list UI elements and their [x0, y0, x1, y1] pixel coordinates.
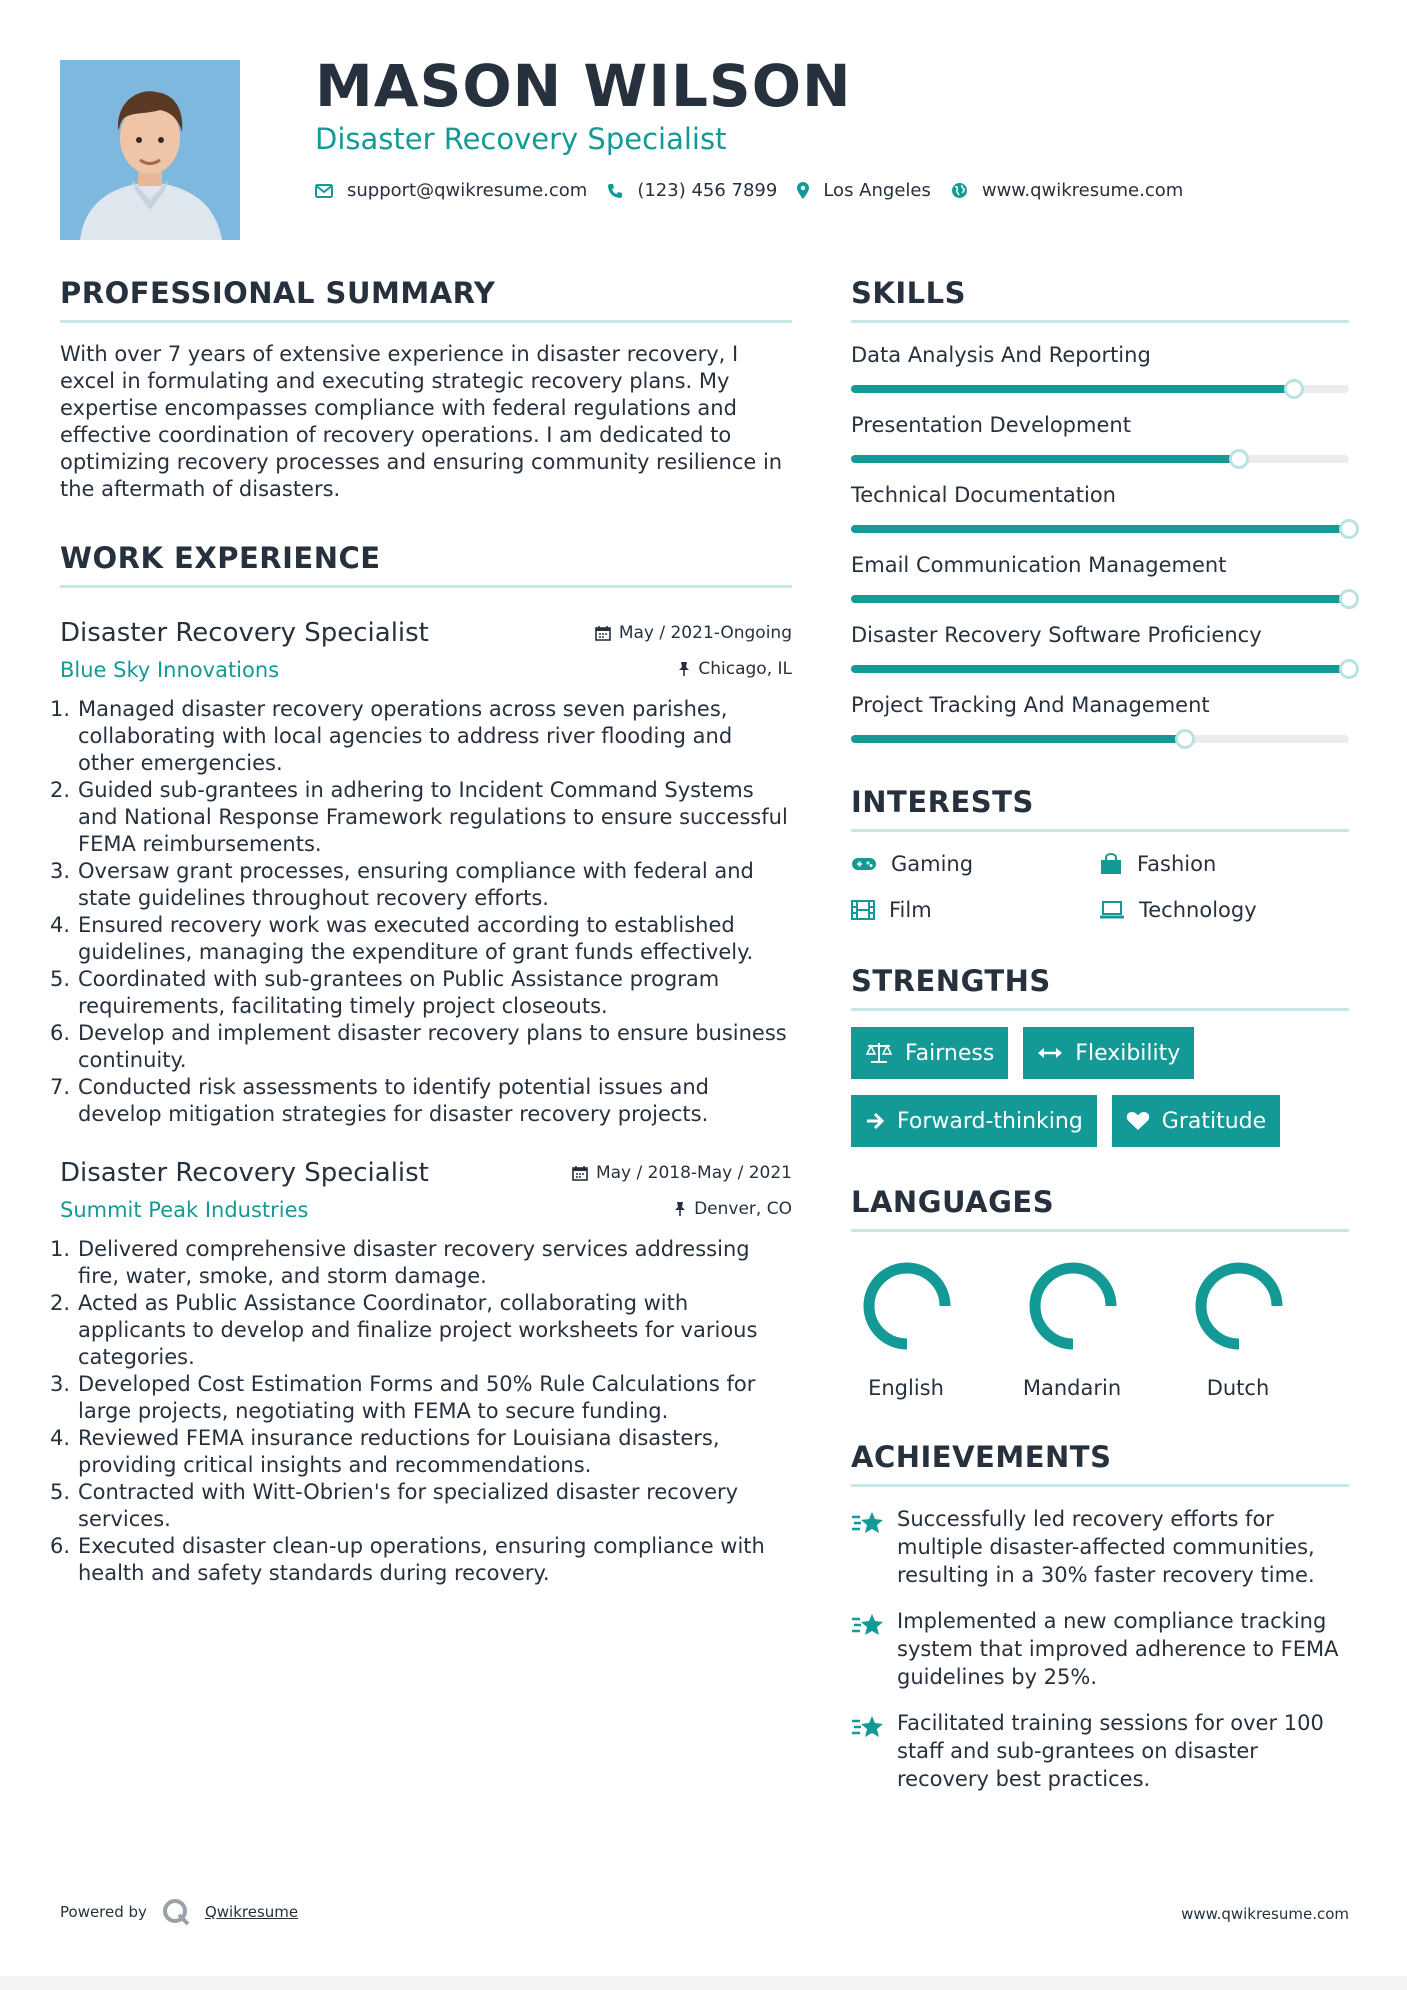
list-item: 6. Executed disaster clean-up operations, ensuring compliance with health and safety standards during recovery.	[50, 1534, 765, 1585]
list-item: 6. Develop and implement disaster recovery plans to ensure business continuity.	[50, 1021, 787, 1072]
job-date	[595, 623, 792, 643]
skill-name: Disaster Recovery Software Proficiency	[851, 623, 1262, 647]
skill-fill	[851, 385, 1294, 393]
skill-item	[851, 623, 1349, 673]
shooting-star-icon	[851, 1509, 885, 1537]
achievement-item	[851, 1709, 1349, 1793]
shooting-star-icon	[851, 1713, 885, 1741]
skill-name: Project Tracking And Management	[851, 693, 1210, 717]
achievements-heading: ACHIEVEMENTS	[851, 1440, 1349, 1487]
list-item: 5. Contracted with Witt-Obrien's for specialized disaster recovery services.	[50, 1480, 739, 1531]
list-item: 3. Developed Cost Estimation Forms and 50% Rule Calculations for large projects, negotiating with FEMA to secure funding.	[50, 1372, 756, 1423]
skill-item	[851, 343, 1349, 393]
list-item: 1. Delivered comprehensive disaster recovery services addressing fire, water, smoke, and storm damage.	[50, 1237, 750, 1288]
job-company: Summit Peak Industries	[60, 1198, 309, 1222]
language-ring	[1189, 1256, 1289, 1356]
laptop-icon	[1099, 901, 1125, 919]
job-bullets	[50, 696, 792, 1128]
interest-label: Technology	[1139, 898, 1257, 922]
location-text: Los Angeles	[823, 180, 931, 201]
job-title: Disaster Recovery Specialist	[60, 1158, 429, 1188]
balance-scale-icon	[865, 1042, 893, 1064]
skill-name: Data Analysis And Reporting	[851, 343, 1151, 367]
achievement-item	[851, 1505, 1349, 1589]
skill-knob	[1339, 659, 1359, 679]
interest-label: Fashion	[1137, 852, 1217, 876]
skill-bar	[851, 455, 1349, 463]
skill-fill	[851, 525, 1349, 533]
skill-bar	[851, 385, 1349, 393]
job-date-text: May / 2018-May / 2021	[595, 1163, 792, 1183]
job-date	[572, 1163, 792, 1183]
profile-photo	[60, 60, 240, 240]
job-date-text: May / 2021-Ongoing	[618, 623, 792, 643]
list-item: 4. Reviewed FEMA insurance reductions for Louisiana disasters, providing critical insights and recommendations.	[50, 1426, 720, 1477]
language-ring-arc	[1201, 1268, 1277, 1344]
language-item	[1183, 1256, 1349, 1400]
list-item: 4. Ensured recovery work was executed according to established guidelines, managing the expenditure of grant funds effectively.	[50, 913, 754, 964]
candidate-name: MASON WILSON	[315, 52, 852, 120]
skill-item	[851, 413, 1349, 463]
contact-email[interactable]	[315, 180, 587, 201]
language-name: Mandarin	[1022, 1376, 1122, 1400]
skill-item	[851, 693, 1349, 743]
skills-heading: SKILLS	[851, 276, 1349, 323]
pushpin-icon	[674, 1201, 686, 1217]
skill-name: Technical Documentation	[851, 483, 1116, 507]
skill-knob	[1339, 589, 1359, 609]
footer-website[interactable]: www.qwikresume.com	[1181, 1905, 1349, 1923]
skill-fill	[851, 455, 1239, 463]
skill-knob	[1339, 519, 1359, 539]
job-location-text: Chicago, IL	[698, 659, 792, 679]
interest-label: Gaming	[891, 852, 974, 876]
job-location-text: Denver, CO	[694, 1199, 792, 1219]
website-text: www.qwikresume.com	[981, 180, 1184, 201]
contact-location	[797, 180, 931, 201]
list-item: 1. Managed disaster recovery operations across seven parishes, collaborating with local agencies to address river flooding and other emergencies.	[50, 697, 733, 775]
shopping-bag-icon	[1099, 853, 1123, 875]
job-location	[674, 1199, 792, 1219]
achievement-text: Successfully led recovery efforts for multiple disaster-affected communities, resulting in a 30% faster recovery time.	[897, 1507, 1315, 1587]
interest-item	[851, 898, 1099, 922]
contact-bar	[315, 180, 1203, 201]
summary-text: With over 7 years of extensive experience in disaster recovery, I excel in formulating and executing strategic recovery plans. My expertise encompasses compliance with federal regulations and effective coordination of recovery operations. I am dedicated to optimizing recovery processes and ensuring community resilience in the aftermath of disasters.	[60, 342, 783, 501]
skill-item	[851, 483, 1349, 533]
interest-item	[1099, 852, 1347, 876]
skill-bar	[851, 665, 1349, 673]
contact-website[interactable]	[951, 180, 1183, 201]
qwikresume-logo-icon	[161, 1897, 191, 1927]
strengths-heading: STRENGTHS	[851, 964, 1349, 1011]
candidate-role: Disaster Recovery Specialist	[315, 122, 727, 156]
qwikresume-link[interactable]: Qwikresume	[204, 1903, 299, 1921]
job-title: Disaster Recovery Specialist	[60, 618, 429, 648]
gamepad-icon	[851, 856, 877, 872]
job-bullets	[50, 1236, 792, 1587]
language-name: English	[868, 1376, 944, 1400]
interests-list	[851, 852, 1349, 922]
right-column	[851, 276, 1349, 1793]
achievement-text: Implemented a new compliance tracking system that improved adherence to FEMA guidelines by 25%.	[897, 1609, 1339, 1689]
language-item	[1017, 1256, 1183, 1400]
footer-powered-by	[60, 1897, 298, 1927]
strength-tag	[1023, 1027, 1194, 1079]
strength-label: Forward-thinking	[897, 1108, 1083, 1134]
shooting-star-icon	[851, 1611, 885, 1639]
achievement-item	[851, 1607, 1349, 1691]
skill-fill	[851, 735, 1185, 743]
page-bottom-bar	[0, 1976, 1407, 1990]
strength-label: Gratitude	[1161, 1108, 1267, 1134]
job-entry	[50, 618, 792, 1128]
list-item: 5. Coordinated with sub-grantees on Public Assistance program requirements, facilitating timely project closeouts.	[50, 967, 720, 1018]
phone-icon	[607, 183, 623, 199]
interest-label: Film	[889, 898, 932, 922]
strength-tag	[1112, 1095, 1280, 1147]
language-ring-arc	[869, 1268, 945, 1344]
phone-text: (123) 456 7899	[637, 180, 778, 201]
strength-label: Flexibility	[1075, 1040, 1181, 1066]
language-ring	[857, 1256, 957, 1356]
skill-bar	[851, 525, 1349, 533]
list-item: 3. Oversaw grant processes, ensuring compliance with federal and state guidelines throughout recovery efforts.	[50, 859, 754, 910]
interest-item	[851, 852, 1099, 876]
languages-heading: LANGUAGES	[851, 1185, 1349, 1232]
skill-bar	[851, 595, 1349, 603]
powered-by-text: Powered by	[60, 1903, 147, 1921]
job-entry	[50, 1158, 792, 1587]
strength-tag	[851, 1027, 1008, 1079]
language-item	[851, 1256, 1017, 1400]
strengths-list	[851, 1027, 1349, 1163]
summary-heading: PROFESSIONAL SUMMARY	[60, 276, 792, 323]
heart-icon	[1126, 1111, 1150, 1131]
list-item: 2. Acted as Public Assistance Coordinator, collaborating with applicants to develop and finalize project worksheets for various categories.	[50, 1291, 758, 1369]
envelope-icon	[315, 184, 333, 198]
skill-name: Presentation Development	[851, 413, 1131, 437]
skill-knob	[1284, 379, 1304, 399]
achievement-text: Facilitated training sessions for over 100 staff and sub-grantees on disaster recovery best practices.	[897, 1711, 1324, 1791]
language-name: Dutch	[1206, 1376, 1270, 1400]
language-ring-arc	[1035, 1268, 1111, 1344]
calendar-icon	[572, 1165, 588, 1181]
skill-knob	[1175, 729, 1195, 749]
strength-label: Fairness	[905, 1040, 995, 1066]
skill-knob	[1229, 449, 1249, 469]
job-company: Blue Sky Innovations	[60, 658, 280, 682]
globe-icon	[951, 182, 968, 199]
skill-fill	[851, 595, 1349, 603]
film-icon	[851, 900, 875, 920]
skill-item	[851, 553, 1349, 603]
interest-item	[1099, 898, 1347, 922]
interests-heading: INTERESTS	[851, 785, 1349, 832]
skill-name: Email Communication Management	[851, 553, 1227, 577]
skill-fill	[851, 665, 1349, 673]
contact-phone[interactable]	[607, 180, 777, 201]
job-location	[678, 659, 792, 679]
pushpin-icon	[678, 661, 690, 677]
calendar-icon	[595, 625, 611, 641]
experience-heading: WORK EXPERIENCE	[60, 541, 792, 588]
languages-list	[851, 1256, 1349, 1400]
skill-bar	[851, 735, 1349, 743]
email-text: support@qwikresume.com	[347, 180, 588, 201]
strength-tag	[851, 1095, 1097, 1147]
language-ring	[1023, 1256, 1123, 1356]
arrows-horizontal-icon	[1037, 1046, 1063, 1060]
map-marker-icon	[797, 182, 809, 199]
list-item: 2. Guided sub-grantees in adhering to Incident Command Systems and National Response Framework regulations to ensure successful FEMA reimbursements.	[50, 778, 788, 856]
list-item: 7. Conducted risk assessments to identify potential issues and develop mitigation strategies for disaster recovery projects.	[50, 1075, 710, 1126]
left-column	[50, 276, 792, 1587]
arrow-right-icon	[865, 1112, 885, 1130]
